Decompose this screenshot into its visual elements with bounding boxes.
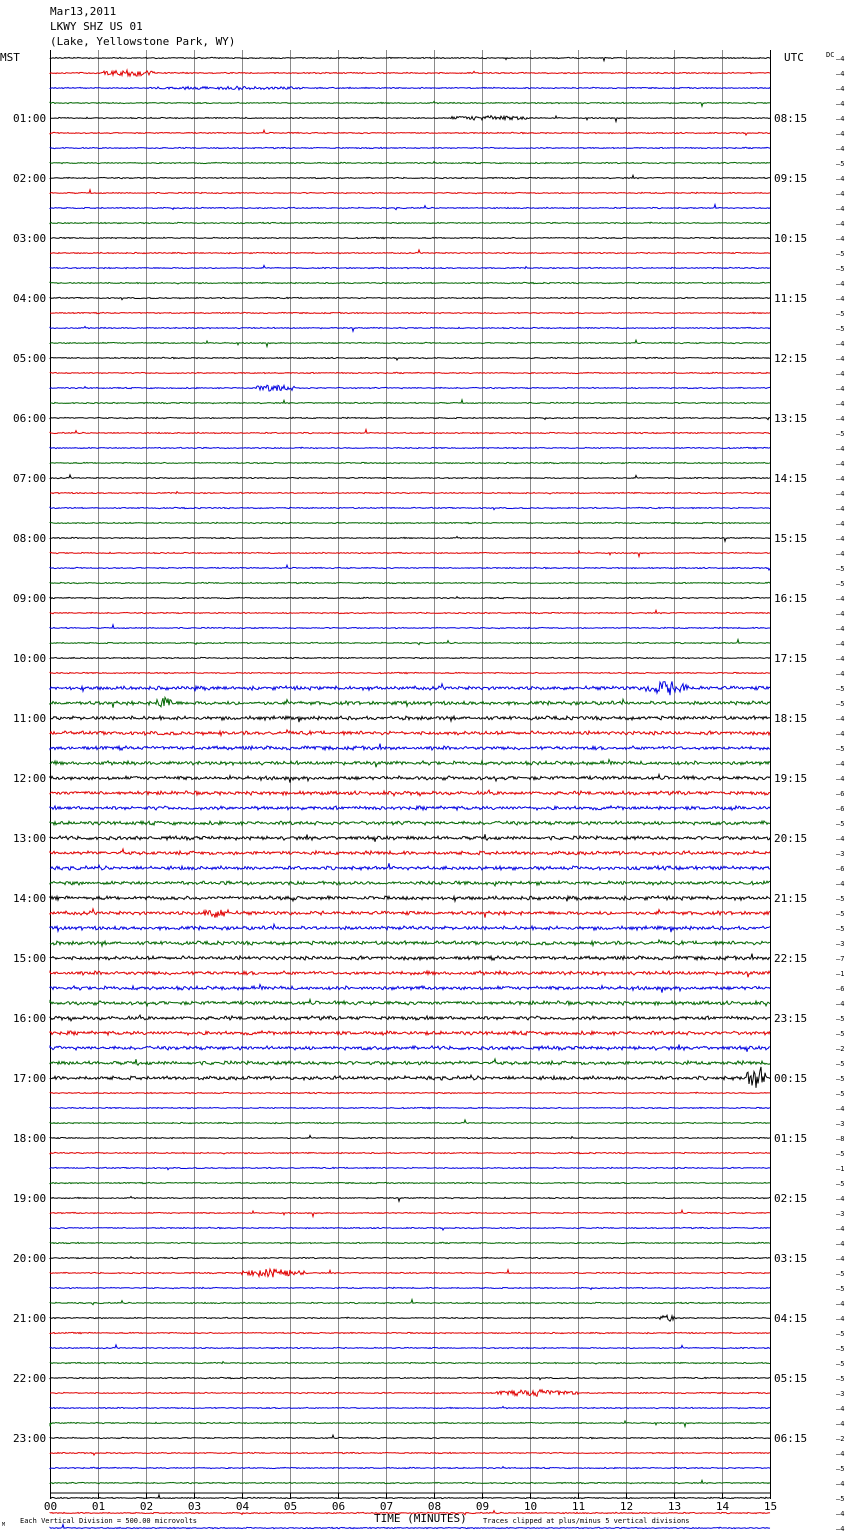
dc-offset-label: –4 xyxy=(836,1525,845,1533)
dc-offset-label: –5 xyxy=(836,250,845,258)
dc-offset-label: –5 xyxy=(836,1345,845,1353)
mst-hour-label: 08:00 xyxy=(13,532,47,545)
trace-line xyxy=(50,582,770,583)
dc-offset-label: –5 xyxy=(836,1015,845,1023)
dc-offset-label: –3 xyxy=(836,1390,845,1398)
utc-hour-label: 06:15 xyxy=(774,1432,808,1445)
trace-line xyxy=(50,57,770,60)
x-tick-label: 10 xyxy=(523,1500,538,1513)
mst-axis-label: MST xyxy=(0,51,20,64)
trace-line xyxy=(50,357,770,360)
dc-offset-label: –7 xyxy=(836,955,845,963)
x-tick-label: 08 xyxy=(427,1500,442,1513)
clip-note: Traces clipped at plus/minus 5 vertical divisions xyxy=(483,1517,690,1525)
trace-line xyxy=(50,1315,770,1321)
utc-hour-label: 00:15 xyxy=(774,1072,808,1085)
dc-offset-label: –5 xyxy=(836,1495,845,1503)
dc-offset-label: –4 xyxy=(836,460,845,468)
trace-line xyxy=(50,1227,770,1230)
x-axis-title: TIME (MINUTES) xyxy=(374,1512,467,1525)
trace-line xyxy=(50,222,770,224)
dc-offset-label: –5 xyxy=(836,685,845,693)
mst-hour-label: 19:00 xyxy=(13,1192,47,1205)
trace-line xyxy=(50,863,770,870)
utc-hour-label: 05:15 xyxy=(774,1372,808,1385)
x-tick-label: 12 xyxy=(619,1500,634,1513)
trace-line xyxy=(50,1495,770,1499)
trace-line xyxy=(50,385,770,391)
dc-offset-label: –5 xyxy=(836,310,845,318)
trace-line xyxy=(50,1525,770,1529)
dc-offset-label: –6 xyxy=(836,805,845,813)
dc-offset-label: –4 xyxy=(836,85,845,93)
dc-offset-label: –4 xyxy=(836,355,845,363)
x-tick-label: 15 xyxy=(763,1500,778,1513)
trace-line xyxy=(50,625,770,629)
dc-offset-label: –4 xyxy=(836,760,845,768)
utc-hour-label: 12:15 xyxy=(774,352,808,365)
dc-offset-label: –6 xyxy=(836,790,845,798)
dc-offset-label: –4 xyxy=(836,535,845,543)
trace-line xyxy=(50,681,770,695)
dc-offset-label: –5 xyxy=(836,910,845,918)
scale-note: Each Vertical Division = 500.00 microvolts xyxy=(20,1517,198,1525)
trace-line xyxy=(50,1107,770,1108)
trace-line xyxy=(50,1067,770,1088)
trace-line xyxy=(50,971,770,977)
trace-line xyxy=(50,697,770,707)
mst-hour-label: 10:00 xyxy=(13,652,47,665)
dc-offset-label: –4 xyxy=(836,610,845,618)
mst-hour-label: 09:00 xyxy=(13,592,47,605)
trace-line xyxy=(50,1300,770,1305)
dc-offset-label: –5 xyxy=(836,820,845,828)
dc-offset-label: –4 xyxy=(836,475,845,483)
dc-offset-label: –4 xyxy=(836,295,845,303)
dc-offset-label: –4 xyxy=(836,520,845,528)
utc-hour-label: 10:15 xyxy=(774,232,808,245)
dc-offset-label: –4 xyxy=(836,175,845,183)
dc-offset-label: –4 xyxy=(836,400,845,408)
trace-line xyxy=(50,250,770,254)
dc-offset-label: –5 xyxy=(836,1075,845,1083)
x-tick-label: 11 xyxy=(571,1500,586,1513)
mst-hour-label: 15:00 xyxy=(13,952,47,965)
utc-hour-label: 14:15 xyxy=(774,472,808,485)
mst-hour-label: 07:00 xyxy=(13,472,47,485)
trace-line xyxy=(50,1045,770,1052)
trace-line xyxy=(50,985,770,993)
trace-line xyxy=(50,821,770,825)
trace-line xyxy=(50,492,770,494)
footer-mark: M xyxy=(2,1522,6,1528)
trace-line xyxy=(50,297,770,299)
mst-hour-label: 02:00 xyxy=(13,172,47,185)
utc-hour-label: 04:15 xyxy=(774,1312,808,1325)
trace-line xyxy=(50,1000,770,1007)
mst-hour-label: 13:00 xyxy=(13,832,47,845)
trace-line xyxy=(50,1031,770,1035)
dc-offset-label: –5 xyxy=(836,1375,845,1383)
dc-offset-label: –4 xyxy=(836,1405,845,1413)
dc-offset-label: –5 xyxy=(836,1270,845,1278)
mst-hour-label: 22:00 xyxy=(13,1372,47,1385)
dc-offset-label: –4 xyxy=(836,1315,845,1323)
dc-offset-label: –6 xyxy=(836,985,845,993)
station-location: (Lake, Yellowstone Park, WY) xyxy=(50,35,236,48)
trace-line xyxy=(50,1390,770,1397)
trace-line xyxy=(50,940,770,946)
utc-hour-label: 03:15 xyxy=(774,1252,808,1265)
x-tick-label: 07 xyxy=(379,1500,394,1513)
dc-offset-label: –4 xyxy=(836,1480,845,1488)
trace-line xyxy=(50,775,770,783)
trace-line xyxy=(50,340,770,346)
trace-line xyxy=(50,565,770,570)
trace-line xyxy=(50,116,770,122)
trace-line xyxy=(50,1135,770,1138)
dc-offset-label: –5 xyxy=(836,430,845,438)
trace-line xyxy=(50,1452,770,1455)
dc-offset-label: –2 xyxy=(836,1435,845,1443)
trace-line xyxy=(50,1210,770,1216)
trace-line xyxy=(50,265,770,268)
mst-hour-label: 17:00 xyxy=(13,1072,47,1085)
dc-offset-label: –4 xyxy=(836,1240,845,1248)
utc-hour-label: 23:15 xyxy=(774,1012,808,1025)
utc-axis-label: UTC xyxy=(784,51,804,64)
x-tick-label: 04 xyxy=(235,1500,250,1513)
trace-line xyxy=(50,1197,770,1202)
dc-offset-label: –5 xyxy=(836,745,845,753)
dc-offset-label: –4 xyxy=(836,100,845,108)
dc-offset-label: –5 xyxy=(836,700,845,708)
trace-line xyxy=(50,102,770,107)
dc-offset-label: –5 xyxy=(836,1285,845,1293)
dc-offset-label: –5 xyxy=(836,580,845,588)
trace-line xyxy=(50,881,770,886)
dc-offset-label: –4 xyxy=(836,730,845,738)
trace-line xyxy=(50,70,770,76)
dc-offset-label: –4 xyxy=(836,190,845,198)
dc-offset-label: –4 xyxy=(836,205,845,213)
trace-line xyxy=(50,190,770,194)
trace-line xyxy=(50,1421,770,1427)
utc-hour-label: 08:15 xyxy=(774,112,808,125)
trace-line xyxy=(50,205,770,210)
trace-line xyxy=(50,130,770,135)
mst-hour-label: 23:00 xyxy=(13,1432,47,1445)
utc-hour-label: 17:15 xyxy=(774,652,808,665)
trace-line xyxy=(50,162,770,164)
dc-offset-label: –3 xyxy=(836,940,845,948)
utc-hour-label: 20:15 xyxy=(774,832,808,845)
dc-offset-label: –4 xyxy=(836,115,845,123)
dc-offset-label: –4 xyxy=(836,625,845,633)
dc-offset-label: –4 xyxy=(836,145,845,153)
trace-line xyxy=(50,640,770,645)
utc-hour-label: 09:15 xyxy=(774,172,808,185)
trace-line xyxy=(50,730,770,736)
dc-offset-label: –4 xyxy=(836,880,845,888)
trace-line xyxy=(50,610,770,613)
utc-hour-label: 22:15 xyxy=(774,952,808,965)
utc-hour-label: 15:15 xyxy=(774,532,808,545)
trace-line xyxy=(50,657,770,659)
trace-line xyxy=(50,1377,770,1379)
dc-offset-label: –1 xyxy=(836,970,845,978)
seismic-traces xyxy=(50,57,770,1534)
trace-line xyxy=(50,716,770,722)
dc-offset-label: –5 xyxy=(836,1150,845,1158)
x-tick-label: 06 xyxy=(331,1500,346,1513)
dc-offset-label: –4 xyxy=(836,1195,845,1203)
trace-line xyxy=(50,327,770,332)
dc-offset-label: –4 xyxy=(836,1000,845,1008)
dc-offset-label: –5 xyxy=(836,1330,845,1338)
dc-offset-label: –4 xyxy=(836,1105,845,1113)
trace-line xyxy=(50,760,770,768)
trace-line xyxy=(50,909,770,918)
trace-line xyxy=(50,672,770,673)
dc-offset-label: –5 xyxy=(836,1060,845,1068)
dc-offset-label: –4 xyxy=(836,70,845,78)
dc-offset-label: –4 xyxy=(836,220,845,228)
dc-offset-label: –5 xyxy=(836,160,845,168)
trace-line xyxy=(50,1182,770,1183)
mst-hour-label: 16:00 xyxy=(13,1012,47,1025)
dc-offset-label: –4 xyxy=(836,655,845,663)
trace-line xyxy=(50,507,770,509)
dc-offset-label: –4 xyxy=(836,130,845,138)
dc-offset-label: –4 xyxy=(836,445,845,453)
dc-offset-label: –5 xyxy=(836,565,845,573)
dc-offset-label: –4 xyxy=(836,1225,845,1233)
trace-line xyxy=(50,282,770,284)
x-tick-label: 05 xyxy=(283,1500,298,1513)
trace-line xyxy=(50,1269,770,1277)
trace-line xyxy=(50,1167,770,1169)
trace-line xyxy=(50,312,770,313)
trace-line xyxy=(50,430,770,434)
trace-line xyxy=(50,1092,770,1094)
utc-hour-label: 16:15 xyxy=(774,592,808,605)
dc-label: DC xyxy=(826,51,835,59)
trace-line xyxy=(50,147,770,148)
dc-offset-label: –4 xyxy=(836,550,845,558)
dc-offset-label: –4 xyxy=(836,280,845,288)
x-tick-label: 02 xyxy=(139,1500,154,1513)
dc-offset-label: –4 xyxy=(836,340,845,348)
dc-offset-label: –4 xyxy=(836,490,845,498)
mst-hour-label: 05:00 xyxy=(13,352,47,365)
trace-line xyxy=(50,954,770,960)
mst-hour-label: 20:00 xyxy=(13,1252,47,1265)
dc-offset-label: –4 xyxy=(836,670,845,678)
mst-hour-label: 11:00 xyxy=(13,712,47,725)
dc-offset-label: –4 xyxy=(836,370,845,378)
record-date: Mar13,2011 xyxy=(50,5,117,18)
mst-hour-label: 14:00 xyxy=(13,892,47,905)
dc-offset-label: –5 xyxy=(836,895,845,903)
utc-hour-label: 02:15 xyxy=(774,1192,808,1205)
dc-offset-label: –4 xyxy=(836,715,845,723)
dc-offset-label: –5 xyxy=(836,265,845,273)
trace-line xyxy=(50,372,770,373)
trace-line xyxy=(50,1257,770,1259)
dc-offset-label: –4 xyxy=(836,415,845,423)
dc-offset-label: –2 xyxy=(836,1045,845,1053)
dc-offset-label: –5 xyxy=(836,1360,845,1368)
dc-offset-label: –4 xyxy=(836,235,845,243)
trace-line xyxy=(50,475,770,479)
dc-offset-label: –4 xyxy=(836,505,845,513)
mst-hour-label: 06:00 xyxy=(13,412,47,425)
trace-line xyxy=(50,86,770,90)
station-code: LKWY SHZ US 01 xyxy=(50,20,143,33)
trace-line xyxy=(50,1362,770,1364)
utc-hour-label: 01:15 xyxy=(774,1132,808,1145)
trace-line xyxy=(50,1332,770,1333)
dc-offset-label: –3 xyxy=(836,1120,845,1128)
dc-offset-label: –4 xyxy=(836,1255,845,1263)
trace-line xyxy=(50,1152,770,1154)
trace-line xyxy=(50,537,770,542)
trace-line xyxy=(50,834,770,842)
mst-hour-label: 03:00 xyxy=(13,232,47,245)
dc-offset-label: –4 xyxy=(836,835,845,843)
dc-offset-label: –3 xyxy=(836,1210,845,1218)
utc-hour-label: 13:15 xyxy=(774,412,808,425)
x-tick-label: 09 xyxy=(475,1500,490,1513)
trace-line xyxy=(50,790,770,796)
x-tick-label: 03 xyxy=(187,1500,202,1513)
trace-line xyxy=(50,522,770,523)
x-tick-label: 14 xyxy=(715,1500,730,1513)
x-tick-label: 00 xyxy=(43,1500,58,1513)
trace-line xyxy=(50,551,770,557)
dc-offset-label: –5 xyxy=(836,325,845,333)
utc-hour-label: 21:15 xyxy=(774,892,808,905)
trace-line xyxy=(50,1059,770,1065)
dc-offset-label: –5 xyxy=(836,1090,845,1098)
dc-offset-label: –5 xyxy=(836,1180,845,1188)
trace-line xyxy=(50,896,770,901)
x-tick-label: 13 xyxy=(667,1500,682,1513)
dc-offset-label: –5 xyxy=(836,1030,845,1038)
utc-hour-label: 11:15 xyxy=(774,292,808,305)
trace-line xyxy=(50,175,770,178)
trace-line xyxy=(50,400,770,404)
mst-hour-label: 04:00 xyxy=(13,292,47,305)
dc-offset-label: –4 xyxy=(836,55,845,63)
trace-line xyxy=(50,1435,770,1439)
trace-line xyxy=(50,849,770,855)
trace-line xyxy=(50,1480,770,1483)
trace-line xyxy=(50,924,770,932)
trace-line xyxy=(50,462,770,463)
dc-offset-label: –6 xyxy=(836,865,845,873)
trace-line xyxy=(50,1015,770,1021)
mst-hour-label: 12:00 xyxy=(13,772,47,785)
dc-offset-label: –4 xyxy=(836,595,845,603)
mst-hour-label: 21:00 xyxy=(13,1312,47,1325)
dc-offset-label: –5 xyxy=(836,1465,845,1473)
dc-offset-label: –4 xyxy=(836,1510,845,1518)
trace-line xyxy=(50,1345,770,1349)
dc-offset-label: –4 xyxy=(836,1300,845,1308)
mst-hour-label: 01:00 xyxy=(13,112,47,125)
dc-offset-label: –4 xyxy=(836,385,845,393)
utc-hour-label: 19:15 xyxy=(774,772,808,785)
trace-line xyxy=(50,1287,770,1289)
dc-offset-label: –1 xyxy=(836,1165,845,1173)
trace-line xyxy=(50,447,770,449)
dc-offset-label: –4 xyxy=(836,1450,845,1458)
trace-line xyxy=(50,417,770,419)
trace-line xyxy=(50,744,770,750)
dc-offset-label: –3 xyxy=(836,850,845,858)
dc-offset-label: –4 xyxy=(836,775,845,783)
dc-offset-label: –4 xyxy=(836,640,845,648)
trace-line xyxy=(50,237,770,238)
x-tick-label: 01 xyxy=(91,1500,106,1513)
dc-offset-label: –4 xyxy=(836,1420,845,1428)
mst-hour-label: 18:00 xyxy=(13,1132,47,1145)
trace-line xyxy=(50,1120,770,1124)
trace-line xyxy=(50,806,770,810)
dc-offset-label: –5 xyxy=(836,925,845,933)
dc-offset-label: –8 xyxy=(836,1135,845,1143)
trace-line xyxy=(50,1467,770,1469)
trace-line xyxy=(50,1407,770,1409)
trace-line xyxy=(50,1242,770,1243)
utc-hour-label: 18:15 xyxy=(774,712,808,725)
trace-line xyxy=(50,597,770,599)
